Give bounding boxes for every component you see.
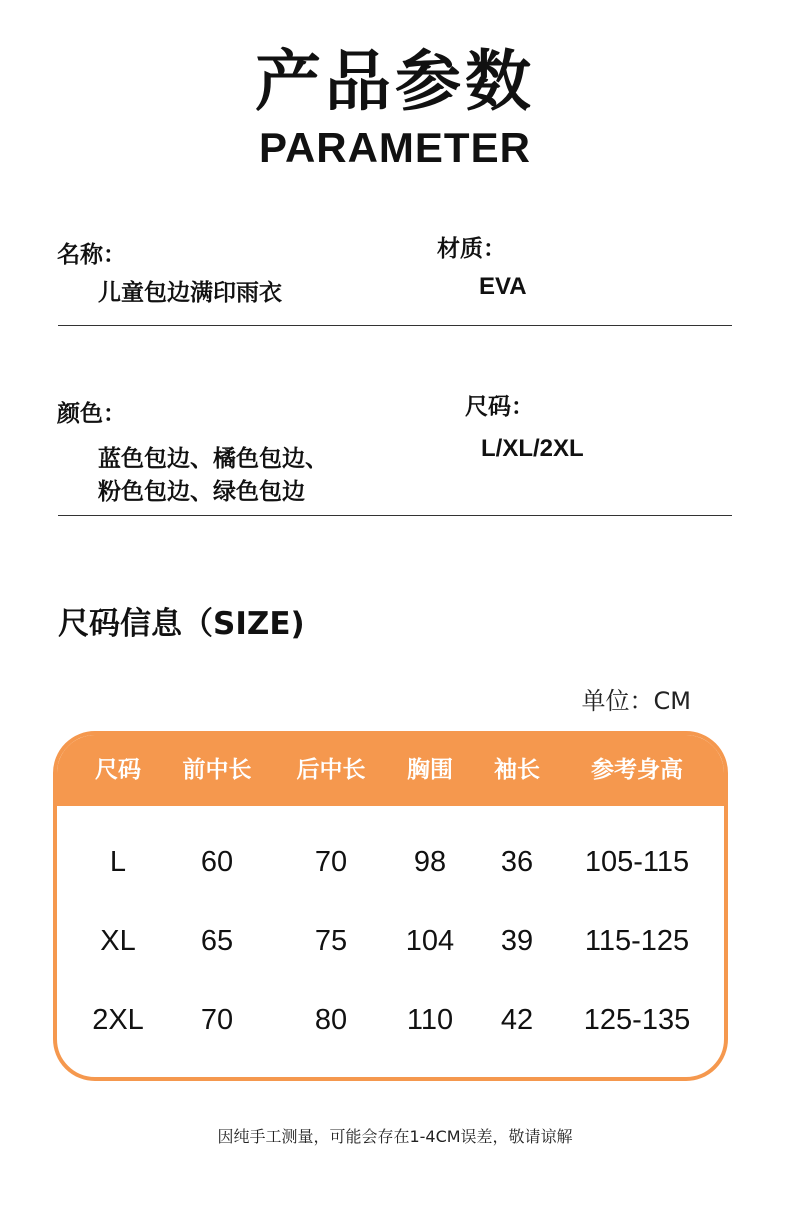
table-cell: 98: [413, 846, 447, 878]
table-cell: 105-115: [584, 846, 690, 878]
unit-label: 单位：CM: [581, 687, 691, 715]
divider: [58, 325, 732, 326]
name-value: 儿童包边满印雨衣: [98, 280, 282, 306]
table-cell: 104: [405, 925, 455, 957]
name-label: 名称：: [57, 242, 126, 268]
header-cell-sleeve: 袖长: [494, 757, 540, 783]
table-row: [57, 902, 724, 981]
header-cell-height: 参考身高: [591, 757, 683, 783]
table-cell: 125-135: [583, 1004, 691, 1036]
header-cell-front-length: 前中长: [182, 757, 252, 783]
table-cell: 80: [314, 1004, 348, 1036]
table-cell: 60: [200, 846, 234, 878]
table-cell: 36: [500, 846, 534, 878]
header-cell-size: 尺码: [95, 757, 141, 783]
table-cell: 75: [314, 925, 348, 957]
table-cell: 65: [200, 925, 234, 957]
material-value: EVA: [479, 273, 527, 300]
measurement-note: 因纯手工测量，可能会存在1-4CM误差，敬请谅解: [217, 1127, 573, 1146]
page-subtitle: PARAMETER: [259, 124, 531, 171]
size-label: 尺码：: [465, 394, 534, 420]
table-cell: L: [109, 846, 127, 878]
table-header: [57, 735, 724, 806]
header-cell-back-length: 后中长: [296, 757, 366, 783]
table-row: [57, 823, 724, 902]
page-title: 产品参数: [255, 43, 535, 120]
table-cell: 115-125: [584, 925, 690, 957]
table-cell: 39: [500, 925, 534, 957]
table-cell: 2XL: [92, 1004, 144, 1036]
table-cell: XL: [100, 925, 136, 957]
table-cell: 70: [200, 1004, 234, 1036]
header-cell-chest: 胸围: [407, 757, 453, 783]
size-section-title: 尺码信息（SIZE): [58, 606, 305, 642]
table-cell: 110: [406, 1004, 454, 1036]
size-value: L/XL/2XL: [481, 435, 584, 462]
table-cell: 42: [500, 1004, 534, 1036]
table-row: [57, 981, 724, 1060]
size-table: [53, 731, 728, 1081]
table-cell: 70: [314, 846, 348, 878]
color-value-line2: 粉色包边、绿色包边: [98, 479, 305, 505]
material-label: 材质：: [437, 236, 506, 262]
color-value-line1: 蓝色包边、橘色包边、: [98, 446, 328, 472]
divider: [58, 515, 732, 516]
color-label: 颜色：: [57, 401, 126, 427]
